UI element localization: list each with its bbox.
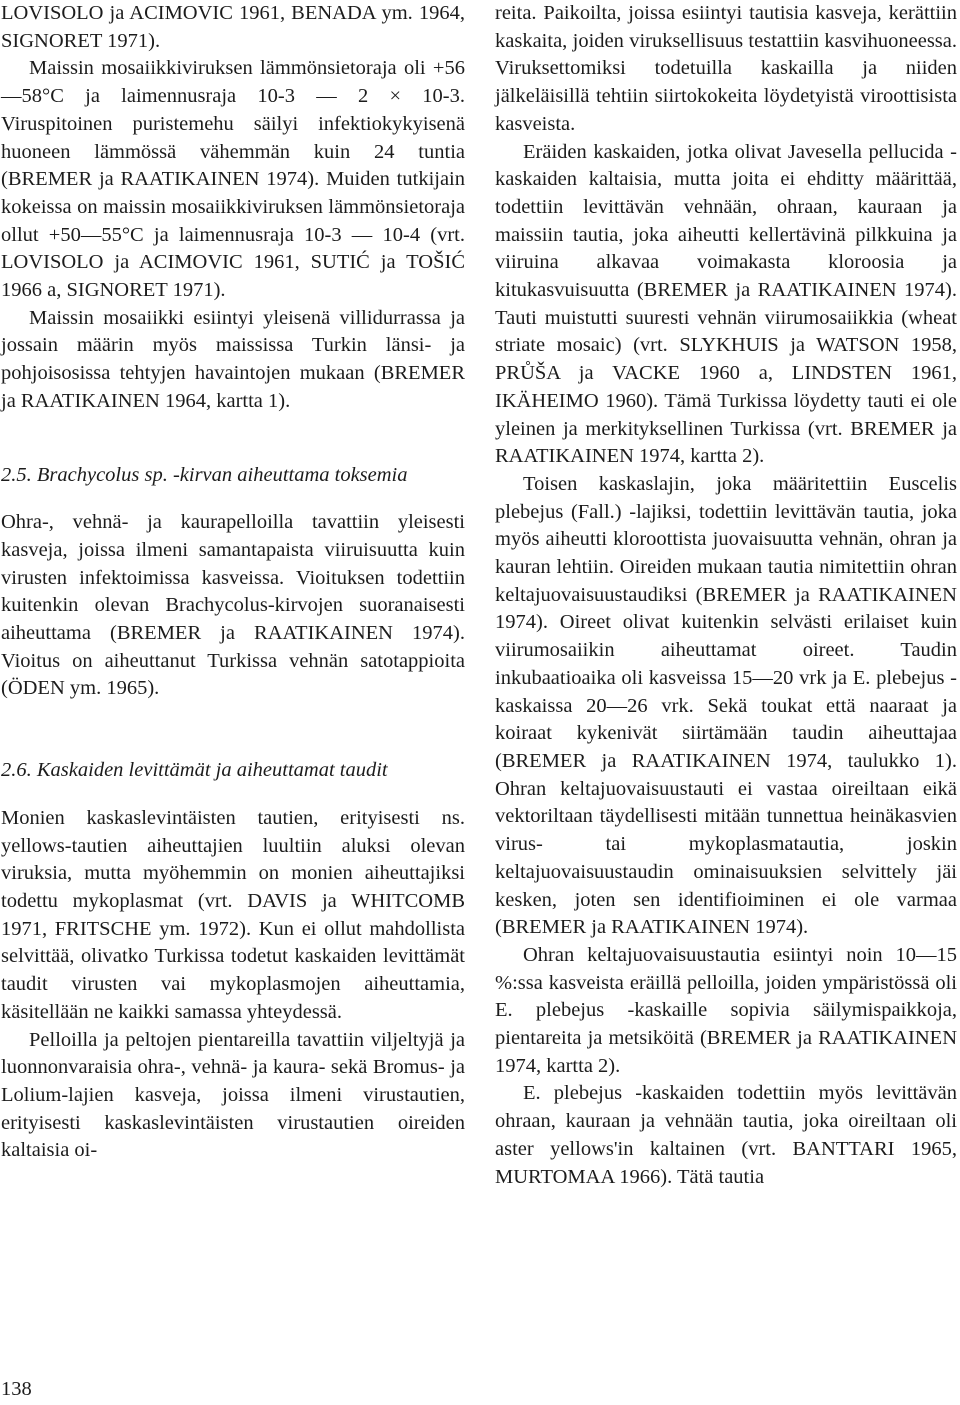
paragraph-left-4: Ohra-, vehnä- ja kaurapelloilla tavattiin yleisesti kasveja, joissa ilmeni samantapaista viiruisuutta kuin virusten infektoimissa kasveissa. Vioituksen todettiin kuitenkin olevan Brachycolus-kirvojen suoranaisesti aiheuttama (BREMER ja RAATIKAINEN 1974). Vioitus on aiheuttanut Turkissa vehnän satotappioita (ÖDEN ym. 1965). bbox=[1, 511, 465, 700]
spacer bbox=[1, 416, 465, 462]
paragraph-left-1: LOVISOLO ja ACIMOVIC 1961, BENADA ym. 1964, SIGNORET 1971). bbox=[1, 2, 465, 52]
spacer bbox=[1, 703, 465, 757]
page-number: 138 bbox=[1, 1378, 32, 1400]
paragraph-right-3: Toisen kaskaslajin, joka määritettiin Euscelis plebejus (Fall.) -lajiksi, todettiin levittävän tautia, joka myös aiheutti kloroottista juovaisuutta vehnän, ohran ja kauran lehtiin. Oireiden mukaan tautia nimitettiin ohran keltajuovaisuustaudiksi (BREMER ja RAATIKAINEN 1974). Oireet olivat kuitenkin selvästi erilaiset kuin viirumosaiikin aiheuttamat oireet. Taudin inkubaatioaika oli kasveissa 15—20 vrk ja E. plebejus -kaskaissa 20—26 vrk. Sekä toukat että naaraat ja koiraat kykenivät siirtämään taudin aiheuttajaa (BREMER ja RAATIKAINEN 1974, taulukko 1). Ohran keltajuovaisuustauti ei vastaa oireiltaan eikä vektoriltaan täydellisesti mitään tunnettua heinäkasvien virus- tai mykoplasmatautia, joskin keltajuovaisuustaudin ominaisuuksien selvittely jäi kesken, joten sen identifioiminen ei ole varmaa (BREMER ja RAATIKAINEN 1974). bbox=[495, 472, 957, 939]
left-column bbox=[1, 0, 465, 1165]
paragraph-right-5: E. plebejus -kaskaiden todettiin myös levittävän ohraan, kauraan ja vehnään tautia, joka oireiltaan oli aster yellows'in kaltainen (vrt. BANTTARI 1965, MURTOMAA 1966). Tätä tautia bbox=[495, 1082, 957, 1188]
right-column bbox=[495, 0, 957, 1191]
paragraph-left-5: Monien kaskaslevintäisten tautien, erityisesti ns. yellows-tautien aiheuttajien luultiin aluksi olevan viruksia, mutta myöhemmin on monien aiheuttajiksi todettu mykoplasmat (vrt. DAVIS ja WHITCOMB 1971, FRITSCHE ym. 1972). Kun ei ollut mahdollista selvittää, olivatko Turkissa todetut kaskaiden levittämät taudit virusten vai mykoplasmojen aiheuttamia, käsitellään ne kaikki samassa yhteydessä. bbox=[1, 806, 465, 1023]
spacer bbox=[1, 785, 465, 805]
paragraph-left-2: Maissin mosaiikkiviruksen lämmönsietoraja oli +56—58°C ja laimennusraja 10-3 — 2 × 10-3. Viruspitoinen puristemehu säilyi infektiokykyisenä huoneen lämmössä vähemmän kuin 24 tuntia (BREMER ja RAATIKAINEN 1974). Muiden tutkijain kokeissa on maissin mosaiikkiviruksen lämmönsietoraja ollut +50—55°C ja laimennusraja 10-3 — 10-4 (vrt. LOVISOLO ja ACIMOVIC 1961, SUTIĆ ja TOŠIĆ 1966 a, SIGNORET 1971). bbox=[1, 57, 465, 302]
spacer bbox=[1, 489, 465, 509]
paragraph-right-1: reita. Paikoilta, joissa esiintyi tautisia kasveja, kerättiin kaskaita, joiden viruksellisuus testattiin kasvihuoneessa. Viruksettomiksi todetuilla kaskailla ja niiden jälkeläisillä tehtiin siirtokokeita löydetyistä viroottisista kasveista. bbox=[495, 2, 957, 135]
paragraph-left-3: Maissin mosaiikki esiintyi yleisenä villidurrassa ja jossain määrin myös maississa Turkin länsi- ja pohjoisosissa tehtyjen havaintojen mukaan (BREMER ja RAATIKAINEN 1964, kartta 1). bbox=[1, 306, 465, 412]
paragraph-right-2: Eräiden kaskaiden, jotka olivat Javesella pellucida -kaskaiden kaltaisia, mutta joita ei ehditty määrittää, todettiin levittävän vehnään, ohraan, kauraan ja maissiin tautia, joka aiheutti kellertävinä pilkkuina ja viiruina alkavaa voimakasta kloroosia ja kitukasvuisuutta (BREMER ja RAATIKAINEN 1974). Tauti muistutti suuresti vehnän viirumosaiikkia (wheat striate mosaic) (vrt. SLYKHUIS ja WATSON 1958, PRŮŠA ja VACKE 1960 a, LINDSTEN 1961, IKÄHEIMO 1960). Tämä Turkissa löydetty tauti ei ole yleinen ja merkityksellinen Turkissa (vrt. BREMER ja RAATIKAINEN 1974, kartta 2). bbox=[495, 140, 957, 468]
section-heading-2-5: 2.5. Brachycolus sp. -kirvan aiheuttama toksemia bbox=[1, 463, 408, 486]
paragraph-left-6: Pelloilla ja peltojen pientareilla tavattiin viljeltyjä ja luonnonvaraisia ohra-, vehnä- ja kaura- sekä Bromus- ja Lolium-lajien kasveja, joissa ilmeni virustautien, erityisesti kaskaslevintäisten virustautien oireiden kaltaisia oi- bbox=[1, 1028, 465, 1162]
paragraph-right-4: Ohran keltajuovaisuustautia esiintyi noin 10—15 %:ssa kasveista eräillä pelloilla, joiden ympäristössä oli E. plebejus -kaskaille sopivia säilymispaikkoja, pientareita ja metsiköitä (BREMER ja RAATIKAINEN 1974, kartta 2). bbox=[495, 943, 957, 1077]
section-heading-2-6: 2.6. Kaskaiden levittämät ja aiheuttamat taudit bbox=[1, 759, 388, 782]
